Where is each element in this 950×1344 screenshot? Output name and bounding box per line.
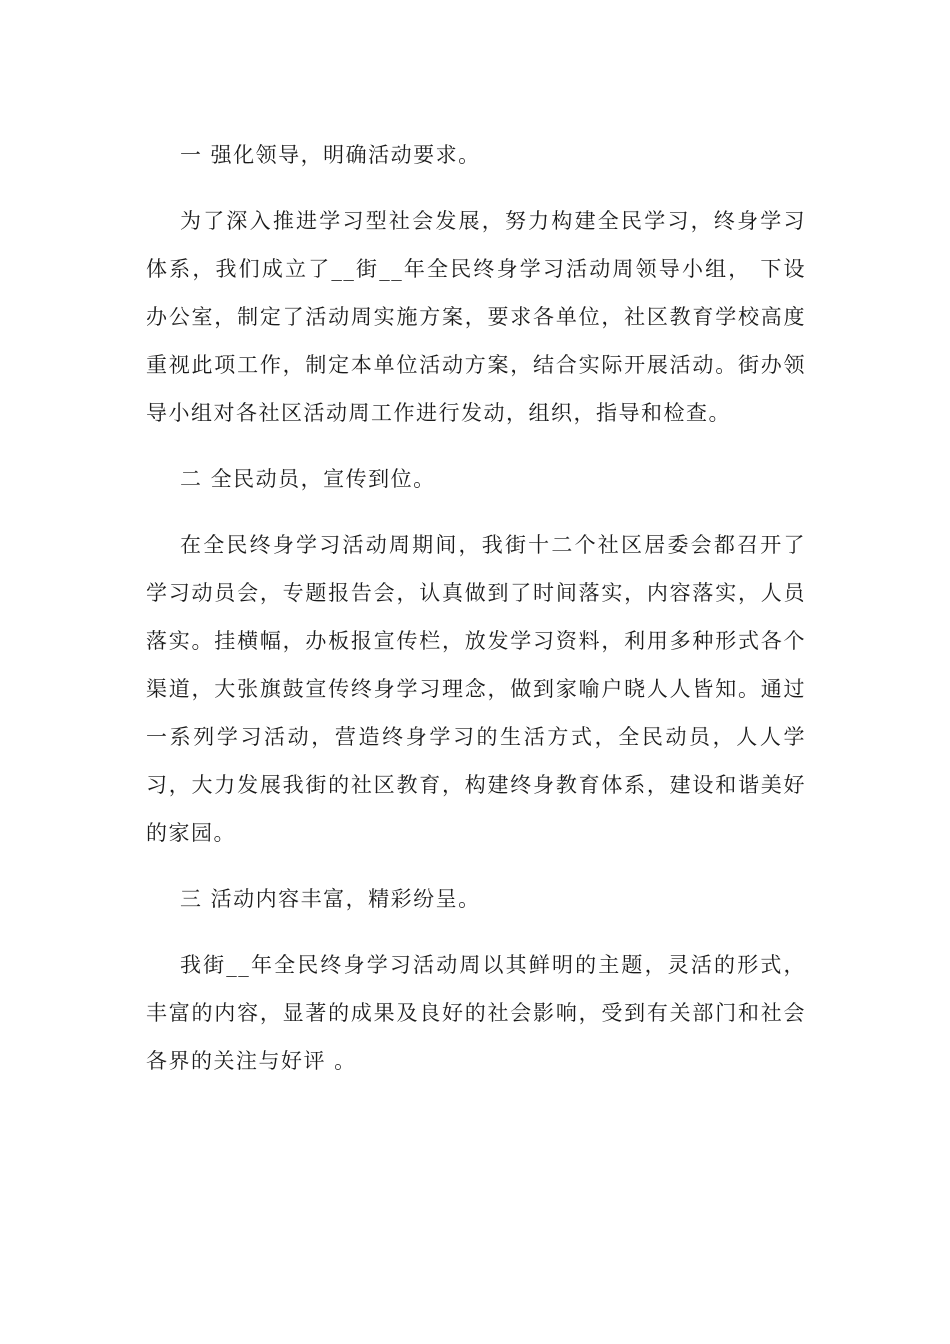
section-body-2: 在全民终身学习活动周期间，我街十二个社区居委会都召开了学习动员会，专题报告会，认真做到了时间落实，内容落实，人员落实。挂横幅，办板报宣传栏，放发学习资料，利用多种形式各个渠道，大张旗鼓宣传终身学习理念，做到家喻户晓人人皆知。通过一系列学习活动，营造终身学习的生活方式，全民动员，人人学习，大力发展我街的社区教育，构建终身教育体系，建设和谐美好的家园。 (146, 533, 806, 845)
section-body-1: 为了深入推进学习型社会发展，努力构建全民学习，终身学习体系，我们成立了__街__年全民终身学习活动周领导小组， 下设办公室，制定了活动周实施方案，要求各单位，社区教育学校高度重视此项工作，制定本单位活动方案，结合实际开展活动。街办领导小组对各社区活动周工作进行发动，组织，指导和检查。 (146, 209, 806, 425)
section-heading-1: 一 强化领导，明确活动要求。 (180, 143, 481, 167)
section-heading-3: 三 活动内容丰富，精彩纷呈。 (180, 887, 481, 911)
section-heading-2: 二 全民动员，宣传到位。 (180, 467, 436, 491)
section-body-3: 我街__年全民终身学习活动周以其鲜明的主题，灵活的形式，丰富的内容，显著的成果及良好的社会影响，受到有关部门和社会各界的关注与好评 。 (146, 953, 806, 1073)
document-content (146, 131, 806, 1085)
